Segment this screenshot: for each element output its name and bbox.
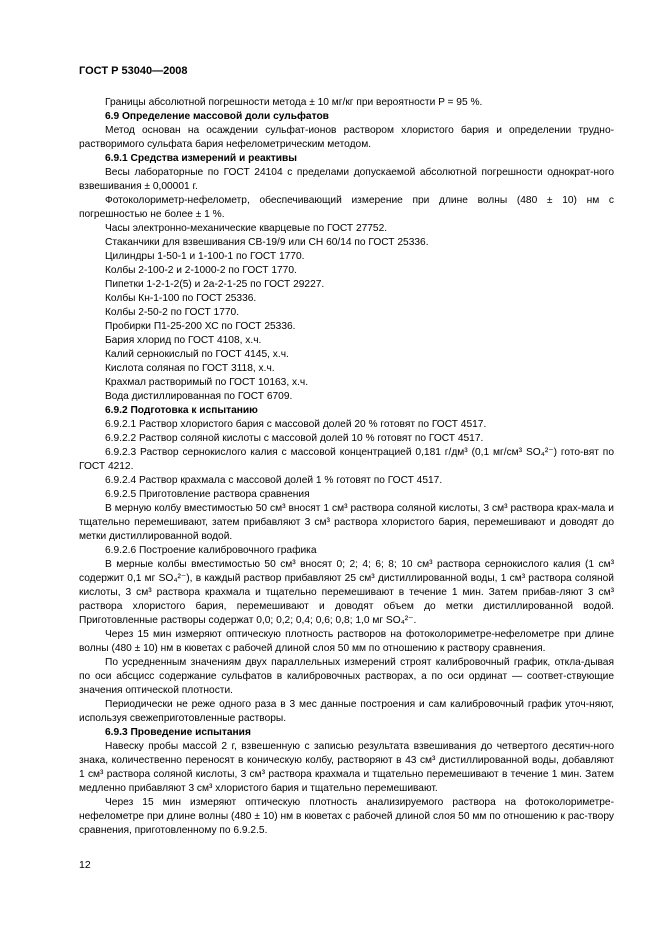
paragraph: Стаканчики для взвешивания СВ-19/9 или СН 60/14 по ГОСТ 25336. bbox=[105, 237, 429, 248]
paragraph: В мерную колбу вместимостью 50 см³ вносят 1 см³ раствора соляной кислоты, 3 см³ раствора крах-мала и тщательно перемешивают, затем прибавляют 3 см³ раствора хлористого бария, перемешивают и доводят до метки дистиллированной водой. bbox=[79, 503, 614, 542]
paragraph: Колбы Кн-1-100 по ГОСТ 25336. bbox=[105, 293, 257, 304]
document-body bbox=[79, 96, 614, 838]
paragraph: Периодически не реже одного раза в 3 мес данные построения и сам калибровочный график уточ-няют, используя свежеприготовленные растворы. bbox=[79, 699, 614, 724]
paragraph: Колбы 2-50-2 по ГОСТ 1770. bbox=[105, 307, 240, 318]
section-heading: 6.9.3 Проведение испытания bbox=[105, 727, 251, 738]
paragraph: 6.9.2.5 Приготовление раствора сравнения bbox=[105, 489, 310, 500]
paragraph: Кислота соляная по ГОСТ 3118, х.ч. bbox=[105, 363, 275, 374]
paragraph: Через 15 мин измеряют оптическую плотность анализируемого раствора на фотоколориметре-нефелометре при длине волны (480 ± 10) нм в кюветах с рабочей длиной слоя 50 мм по отношению к рас-твору сравнения, приготовленному по 6.9.2.5. bbox=[79, 797, 614, 836]
paragraph: Навеску пробы массой 2 г, взвешенную с записью результата взвешивания до четвертого десятич-ного знака, количественно переносят в коническую колбу, растворяют в 43 см³ дистиллированной воды, добавляют 1 см³ раствора соляной кислоты, 3 см³ раствора крахмала и тщательно перемешивают в течение 1 мин. Затем медленно прибавляют 3 см³ хлористого бария и тщательно перемешивают. bbox=[79, 741, 614, 794]
paragraph: 6.9.2.2 Раствор соляной кислоты с массовой долей 10 % готовят по ГОСТ 4517. bbox=[105, 433, 484, 444]
paragraph: По усредненным значениям двух параллельных измерений строят калибровочный график, откла-дывая по оси абсцисс содержание сульфатов в калибровочных растворах, а по оси ординат — соответ-ствующие значения оптической плотности. bbox=[79, 657, 614, 696]
section-heading: 6.9.2 Подготовка к испытанию bbox=[105, 405, 258, 416]
paragraph: 6.9.2.1 Раствор хлористого бария с массовой долей 20 % готовят по ГОСТ 4517. bbox=[105, 419, 487, 430]
paragraph: Пипетки 1-2-1-2(5) и 2а-2-1-25 по ГОСТ 29227. bbox=[105, 279, 325, 290]
paragraph: 6.9.2.6 Построение калибровочного графика bbox=[105, 545, 317, 556]
section-heading: 6.9.1 Средства измерений и реактивы bbox=[105, 153, 297, 164]
standard-header: ГОСТ Р 53040—2008 bbox=[79, 65, 188, 77]
paragraph: Весы лабораторные по ГОСТ 24104 с пределами допускаемой абсолютной погрешности однократ-ного взвешивания ± 0,00001 г. bbox=[79, 167, 614, 192]
section-heading: 6.9 Определение массовой доли сульфатов bbox=[105, 111, 329, 122]
paragraph: Бария хлорид по ГОСТ 4108, х.ч. bbox=[105, 335, 262, 346]
paragraph: В мерные колбы вместимостью 50 см³ вносят 0; 2; 4; 6; 8; 10 см³ раствора сернокислого калия (1 см³ содержит 0,1 мг SO₄²⁻), в каждый раствор прибавляют 25 см³ дистиллированной воды, 1 см³ раствора соляной кислоты, 3 см³ раствора крахмала и тщательно перемешивают в течение 1 мин. Затем прибав-ляют 3 см³ раствора хлористого бария, перемешивают и доводят объем до метки дистиллированной водой. Приготовленные растворы содержат 0,0; 0,2; 0,4; 0,6; 0,8; 1,0 мг SO₄²⁻. bbox=[79, 559, 614, 626]
paragraph: Фотоколориметр-нефелометр, обеспечивающий измерение при длине волны (480 ± 10) нм с погрешностью не более ± 1 %. bbox=[79, 195, 614, 220]
paragraph: Калий сернокислый по ГОСТ 4145, х.ч. bbox=[105, 349, 289, 360]
paragraph: Через 15 мин измеряют оптическую плотность растворов на фотоколориметре-нефелометре при длине волны (480 ± 10) нм в кюветах с рабочей длиной слоя 50 мм по отношению к раствору сравнения. bbox=[79, 629, 614, 654]
paragraph: Колбы 2-100-2 и 2-1000-2 по ГОСТ 1770. bbox=[105, 265, 297, 276]
paragraph: Границы абсолютной погрешности метода ± 10 мг/кг при вероятности P = 95 %. bbox=[105, 97, 483, 108]
paragraph: Часы электронно-механические кварцевые по ГОСТ 27752. bbox=[105, 223, 388, 234]
paragraph: Цилиндры 1-50-1 и 1-100-1 по ГОСТ 1770. bbox=[105, 251, 305, 262]
paragraph: Вода дистиллированная по ГОСТ 6709. bbox=[105, 391, 293, 402]
paragraph: Метод основан на осаждении сульфат-ионов раствором хлористого бария и определении трудно-растворимого сульфата бария нефелометрическим методом. bbox=[79, 125, 614, 150]
paragraph: Крахмал растворимый по ГОСТ 10163, х.ч. bbox=[105, 377, 309, 388]
paragraph: Пробирки П1-25-200 ХС по ГОСТ 25336. bbox=[105, 321, 296, 332]
paragraph: 6.9.2.4 Раствор крахмала с массовой долей 1 % готовят по ГОСТ 4517. bbox=[105, 475, 443, 486]
page-number: 12 bbox=[79, 859, 91, 871]
paragraph: 6.9.2.3 Раствор сернокислого калия с массовой концентрацией 0,181 г/дм³ (0,1 мг/см³ SO₄²⁻) гото-вят по ГОСТ 4212. bbox=[79, 447, 614, 472]
